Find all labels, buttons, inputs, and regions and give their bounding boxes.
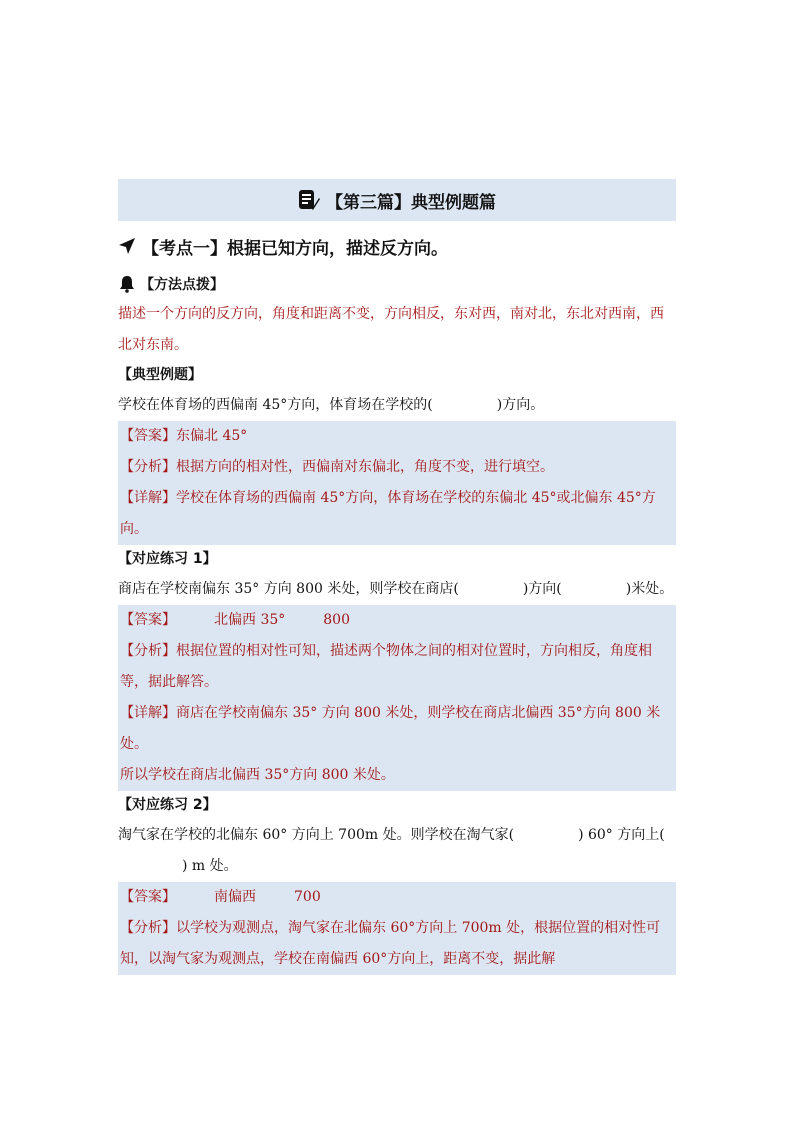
section-title: 【考点一】根据已知方向，描述反方向。 [142, 238, 448, 259]
document-page [118, 179, 676, 975]
example-label: 【典型例题】 [118, 367, 202, 383]
practice2-answer: 【答案】 南偏西 700 [120, 889, 321, 905]
location-arrow-icon [118, 237, 136, 255]
example-question: 学校在体育场的西偏南 45°方向，体育场在学校的( )方向。 [118, 397, 545, 413]
example-detail: 【详解】学校在体育场的西偏南 45°方向，体育场在学校的东偏北 45°或北偏东 45°方向。 [120, 490, 656, 537]
practice1-question: 商店在学校南偏东 35° 方向 800 米处，则学校在商店( )方向( )米处。 [118, 581, 674, 597]
method-heading [118, 269, 676, 299]
banner-title: 【第三篇】典型例题篇 [326, 192, 496, 213]
method-label: 【方法点拨】 [140, 277, 224, 293]
practice1-detail: 【详解】商店在学校南偏东 35° 方向 800 米处，则学校在商店北偏西 35°方向 800 米处。 [120, 705, 661, 752]
practice1-analysis: 【分析】根据位置的相对性可知，描述两个物体之间的相对位置时，方向相反，角度相等，据此解答。 [120, 643, 652, 690]
example-answer: 【答案】东偏北 45° [120, 428, 248, 444]
practice2-solution-box [118, 882, 676, 975]
notebook-pen-icon [298, 189, 320, 211]
bell-icon [118, 275, 136, 293]
section-banner [118, 179, 676, 221]
example-solution-box [118, 421, 676, 545]
example-analysis: 【分析】根据方向的相对性，西偏南对东偏北，角度不变，进行填空。 [120, 459, 554, 475]
section-heading [118, 229, 676, 263]
practice1-label: 【对应练习 1】 [118, 551, 217, 567]
practice1-solution-box [118, 605, 676, 791]
practice2-analysis: 【分析】以学校为观测点，淘气家在北偏东 60°方向上 700m 处，根据位置的相对性可知，以淘气家为观测点，学校在南偏西 60°方向上，距离不变，据此解 [120, 920, 661, 967]
practice1-detail-2: 所以学校在商店北偏西 35°方向 800 米处。 [120, 767, 395, 783]
practice2-question: 淘气家在学校的北偏东 60° 方向上 700m 处。则学校在淘气家( ) 60° 方向上() m 处。 [118, 827, 665, 874]
practice2-label: 【对应练习 2】 [118, 797, 217, 813]
practice1-answer: 【答案】 北偏西 35° 800 [120, 612, 350, 628]
method-text: 描述一个方向的反方向，角度和距离不变，方向相反，东对西，南对北，东北对西南，西北对东南。 [118, 306, 664, 353]
